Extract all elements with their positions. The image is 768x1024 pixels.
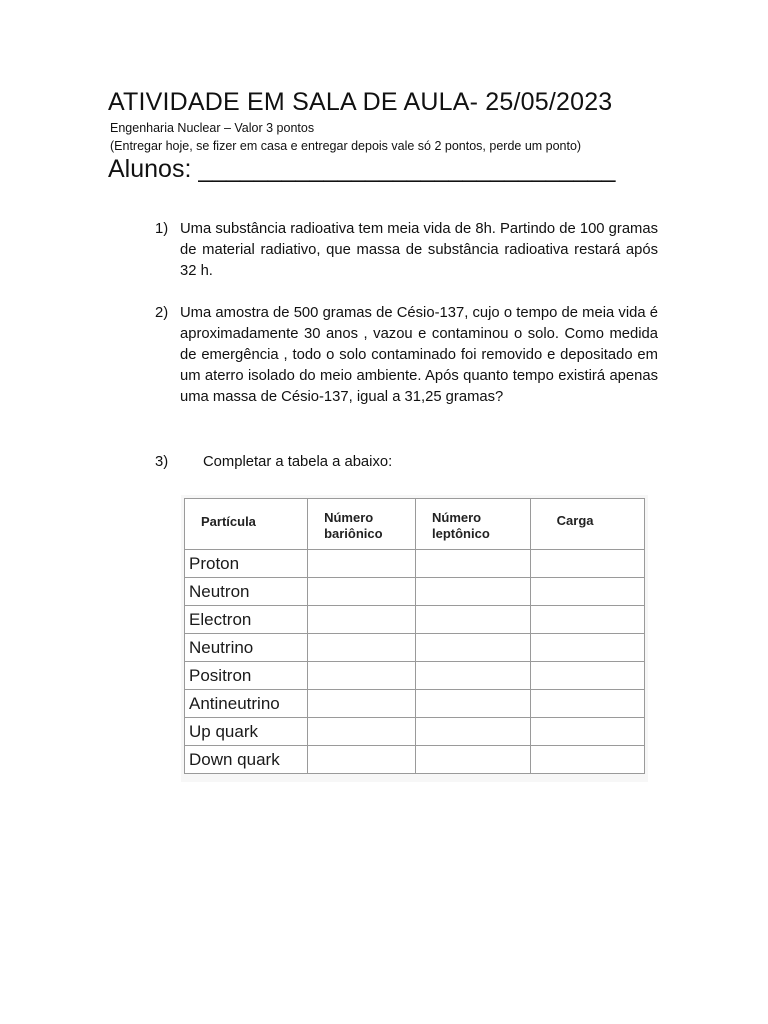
charge-cell [530,746,644,774]
lepton-cell [415,578,530,606]
charge-cell [530,606,644,634]
question-text: Completar a tabela a abaixo: [203,454,393,470]
page-title: ATIVIDADE EM SALA DE AULA- 25/05/2023 [108,88,613,116]
particle-name: Positron [185,662,308,690]
question-text: Uma substância radioativa tem meia vida de 8h. Partindo de 100 gramas de material radiativo, que massa de substância radioativa restará após 32 h. [180,221,658,279]
baryon-cell [308,606,416,634]
baryon-cell [308,718,416,746]
particle-name: Neutrino [185,634,308,662]
table-row [185,690,645,718]
lepton-cell [415,634,530,662]
question-number: 1) [155,221,169,237]
header-baryon-number [308,499,416,550]
particle-name: Up quark [185,718,308,746]
charge-cell [530,578,644,606]
particle-name: Proton [185,550,308,578]
table-row [185,662,645,690]
header-label: Carga [556,513,594,528]
lepton-cell [415,606,530,634]
particle-name: Antineutrino [185,690,308,718]
delivery-note: (Entregar hoje, se fizer em casa e entregar depois vale só 2 pontos, perde um ponto) [110,139,582,153]
question-number: 3) [155,454,169,470]
baryon-cell [308,550,416,578]
header-charge [530,499,644,550]
lepton-cell [415,746,530,774]
baryon-cell [308,690,416,718]
baryon-cell [308,634,416,662]
question-number: 2) [155,305,169,321]
header-lepton-number [415,499,530,550]
lepton-cell [415,662,530,690]
question-text: Uma amostra de 500 gramas de Césio-137, cujo o tempo de meia vida é aproximadamente 30 anos , vazou e contaminou o solo. Como medida de emergência , todo o solo contaminado foi removido e depositado em um aterro isolado do meio ambiente. Após quanto tempo existirá apenas uma massa de Césio-137, igual a 31,25 gramas? [180,305,658,405]
table-row [185,578,645,606]
table-row [185,606,645,634]
charge-cell [530,690,644,718]
course-info: Engenharia Nuclear – Valor 3 pontos [110,121,315,135]
header-label: leptônico [431,526,490,541]
particle-name: Neutron [185,578,308,606]
charge-cell [530,550,644,578]
table-row [185,718,645,746]
header-label: Número [324,510,374,525]
particle-table-image [181,495,648,782]
baryon-cell [308,578,416,606]
question-3 [155,452,393,473]
charge-cell [530,718,644,746]
charge-cell [530,662,644,690]
table-row [185,550,645,578]
lepton-cell [415,690,530,718]
students-field: Alunos: ______________________________ [108,155,616,183]
question-2 [155,303,658,408]
lepton-cell [415,718,530,746]
header-label: bariônico [324,526,383,541]
header-label: Número [431,510,482,525]
question-1 [155,219,658,282]
header-label: Partícula [201,514,256,529]
baryon-cell [308,662,416,690]
table-row [185,634,645,662]
header-particle [185,499,308,550]
table-header-row [185,499,645,550]
particle-table [184,498,645,774]
table-row [185,746,645,774]
particle-name: Electron [185,606,308,634]
lepton-cell [415,550,530,578]
baryon-cell [308,746,416,774]
particle-name: Down quark [185,746,308,774]
charge-cell [530,634,644,662]
